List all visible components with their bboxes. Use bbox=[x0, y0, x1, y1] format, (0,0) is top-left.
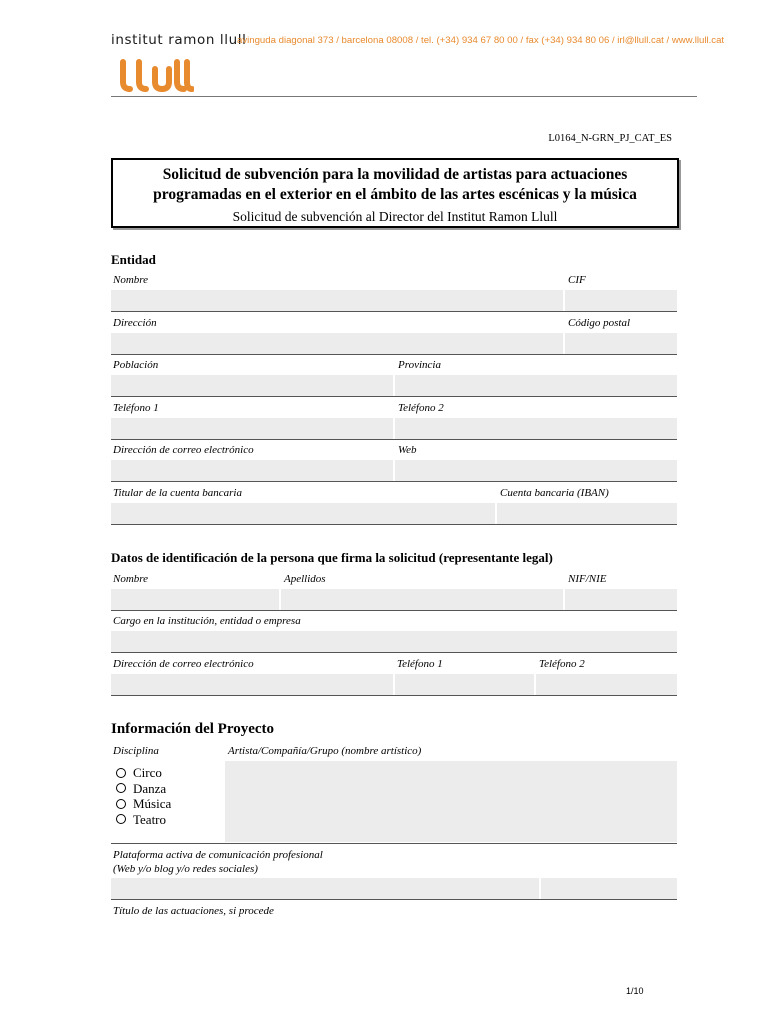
field-plataforma[interactable] bbox=[111, 878, 539, 899]
field-entidad-email[interactable] bbox=[111, 460, 393, 481]
row-divider bbox=[111, 311, 677, 312]
field-iban[interactable] bbox=[497, 503, 677, 524]
row-divider bbox=[111, 899, 677, 900]
section-proyecto: Información del Proyecto bbox=[111, 721, 275, 737]
label-web: Web bbox=[398, 444, 417, 456]
field-direccion[interactable] bbox=[111, 333, 563, 354]
section-entidad: Entidad bbox=[111, 252, 156, 267]
option-danza[interactable]: Danza bbox=[116, 781, 171, 797]
label-rep-nombre: Nombre bbox=[113, 573, 149, 585]
section-representante: Datos de identificación de la persona que firma la solicitud (representante legal) bbox=[111, 550, 553, 565]
row-divider bbox=[111, 524, 677, 525]
row-divider bbox=[111, 695, 677, 696]
label-nif: NIF/NIE bbox=[568, 573, 607, 585]
field-web[interactable] bbox=[395, 460, 677, 481]
title-line-1: Solicitud de subvención para la movilidad de artistas para actuaciones bbox=[162, 166, 628, 183]
field-apellidos[interactable] bbox=[281, 589, 563, 610]
field-provincia[interactable] bbox=[395, 375, 677, 396]
row-divider bbox=[111, 652, 677, 653]
institution-name: institut ramon llull bbox=[111, 32, 247, 48]
radio-icon[interactable] bbox=[116, 783, 126, 793]
field-titular[interactable] bbox=[111, 503, 495, 524]
title-box bbox=[111, 158, 679, 228]
row-divider bbox=[111, 843, 677, 844]
field-codigo-postal[interactable] bbox=[565, 333, 677, 354]
document-reference: L0164_N-GRN_PJ_CAT_ES bbox=[548, 133, 672, 144]
label-disciplina: Disciplina bbox=[113, 745, 159, 757]
title-subtitle: Solicitud de subvención al Director del Institut Ramon Llull bbox=[232, 209, 558, 224]
llull-logo bbox=[118, 58, 194, 99]
field-nif[interactable] bbox=[565, 589, 677, 610]
label-plataforma: Plataforma activa de comunicación profesional (Web y/o blog y/o redes sociales) bbox=[113, 849, 323, 875]
field-entidad-nombre[interactable] bbox=[111, 290, 563, 311]
label-direccion: Dirección bbox=[113, 317, 157, 329]
disciplina-options bbox=[116, 765, 171, 827]
field-entidad-cif[interactable] bbox=[565, 290, 677, 311]
radio-icon[interactable] bbox=[116, 814, 126, 824]
option-teatro[interactable]: Teatro bbox=[116, 812, 171, 828]
radio-icon[interactable] bbox=[116, 768, 126, 778]
label-cargo: Cargo en la institución, entidad o empresa bbox=[113, 615, 301, 627]
field-entidad-telefono-1[interactable] bbox=[111, 418, 393, 439]
field-artista[interactable] bbox=[225, 761, 677, 842]
label-email: Dirección de correo electrónico bbox=[113, 444, 254, 456]
field-cargo[interactable] bbox=[111, 631, 677, 652]
label-cif: CIF bbox=[568, 274, 586, 286]
radio-icon[interactable] bbox=[116, 799, 126, 809]
title-line-2: programadas en el exterior en el ámbito de las artes escénicas y la música bbox=[153, 186, 637, 203]
page-number: 1/10 bbox=[626, 986, 644, 996]
label-rep-telefono-2: Teléfono 2 bbox=[539, 658, 585, 670]
label-rep-email: Dirección de correo electrónico bbox=[113, 658, 254, 670]
row-divider bbox=[111, 481, 677, 482]
row-divider bbox=[111, 439, 677, 440]
field-entidad-telefono-2[interactable] bbox=[395, 418, 677, 439]
label-rep-telefono-1: Teléfono 1 bbox=[397, 658, 443, 670]
label-codigo-postal: Código postal bbox=[568, 317, 631, 329]
field-plataforma-extra[interactable] bbox=[541, 878, 677, 899]
label-artista: Artista/Compañía/Grupo (nombre artístico) bbox=[228, 745, 422, 757]
label-poblacion: Población bbox=[113, 359, 159, 371]
label-titular: Titular de la cuenta bancaria bbox=[113, 487, 242, 499]
field-rep-telefono-1[interactable] bbox=[395, 674, 534, 695]
llull-logo-icon bbox=[118, 58, 194, 94]
label-telefono-1: Teléfono 1 bbox=[113, 402, 159, 414]
label-iban: Cuenta bancaria (IBAN) bbox=[500, 487, 609, 499]
field-poblacion[interactable] bbox=[111, 375, 393, 396]
label-apellidos: Apellidos bbox=[284, 573, 326, 585]
option-circo[interactable]: Circo bbox=[116, 765, 171, 781]
header-divider bbox=[111, 96, 697, 97]
row-divider bbox=[111, 396, 677, 397]
row-divider bbox=[111, 610, 677, 611]
row-divider bbox=[111, 354, 677, 355]
label-titulo-actuaciones: Título de las actuaciones, si procede bbox=[113, 905, 274, 917]
option-musica[interactable]: Música bbox=[116, 796, 171, 812]
label-telefono-2: Teléfono 2 bbox=[398, 402, 444, 414]
label-nombre: Nombre bbox=[113, 274, 149, 286]
institution-address: avinguda diagonal 373 / barcelona 08008 / tel. (+34) 934 67 80 00 / fax (+34) 934 80 06 / irl@llull.cat / www.llull.cat bbox=[237, 35, 725, 46]
label-provincia: Provincia bbox=[398, 359, 441, 371]
field-rep-nombre[interactable] bbox=[111, 589, 279, 610]
field-rep-telefono-2[interactable] bbox=[536, 674, 677, 695]
field-rep-email[interactable] bbox=[111, 674, 393, 695]
